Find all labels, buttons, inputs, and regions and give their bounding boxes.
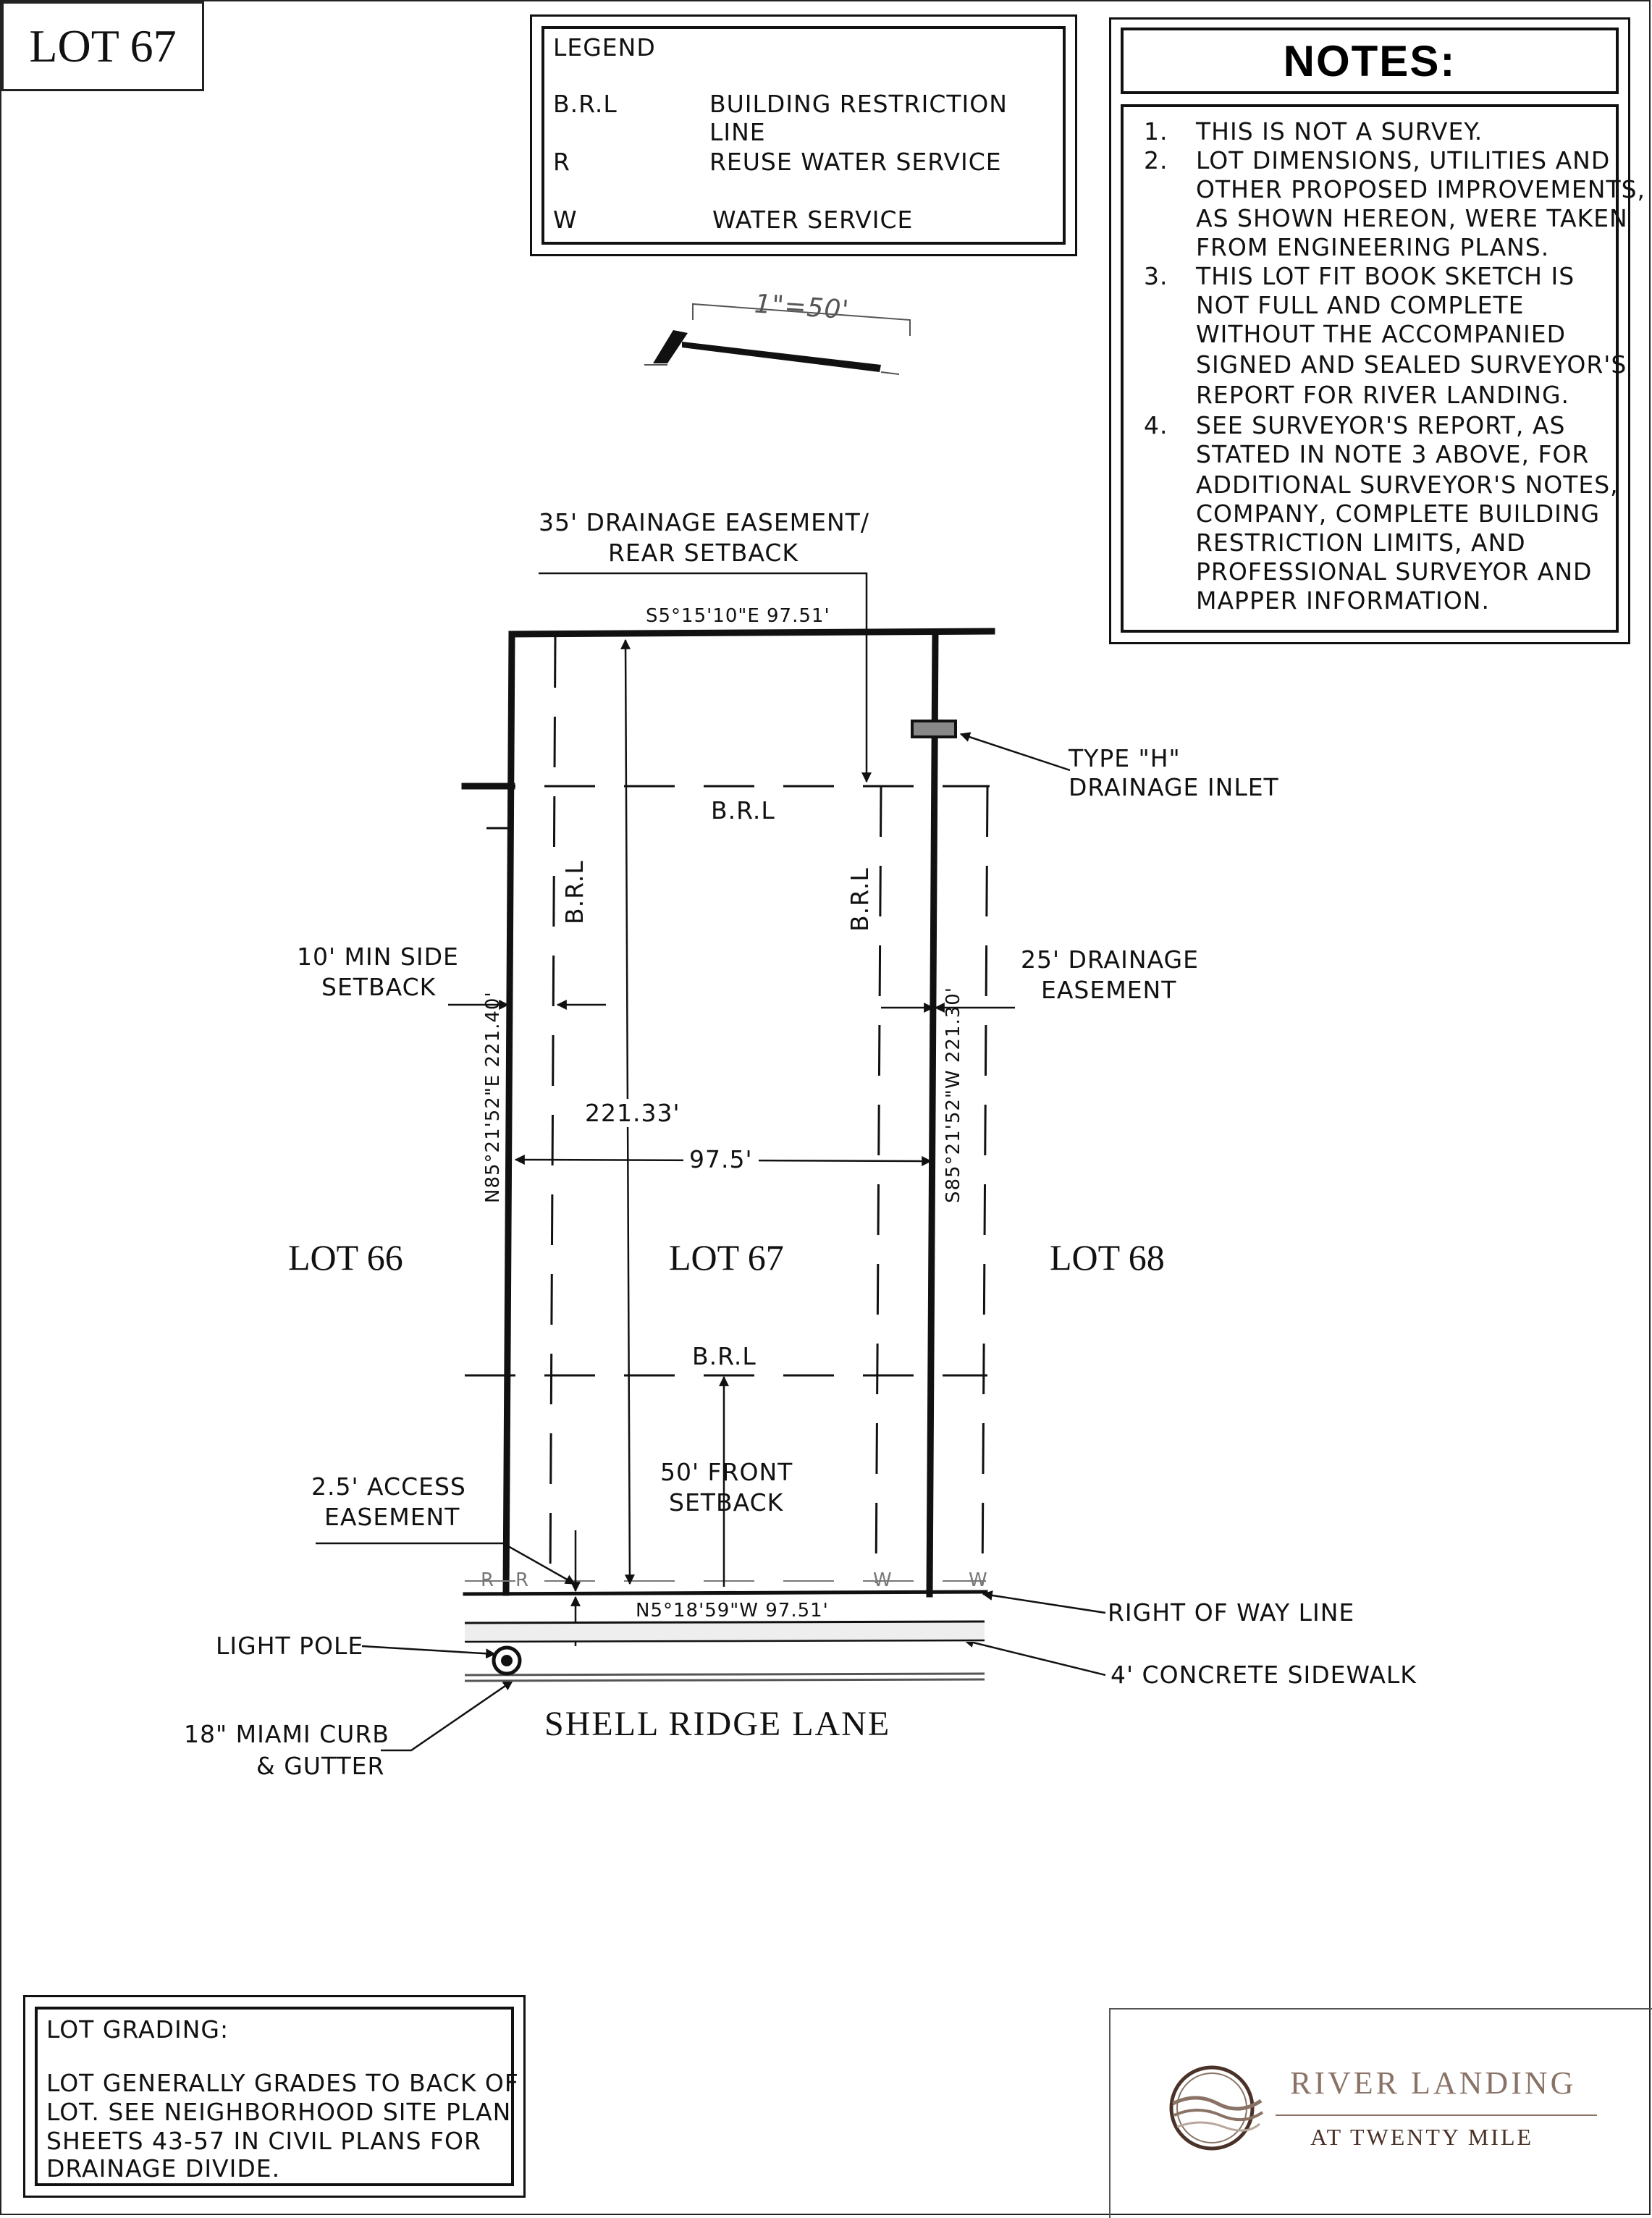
grading-note bbox=[35, 2007, 519, 2186]
curb-label: & GUTTER bbox=[256, 1752, 385, 1780]
drainage-inlet-symbol bbox=[912, 721, 956, 737]
side-setback-label: SETBACK bbox=[321, 973, 437, 1001]
logo-panel bbox=[1109, 2008, 1652, 2218]
note-number: 4. bbox=[1144, 411, 1168, 439]
access-easement-label: EASEMENT bbox=[324, 1503, 460, 1531]
note-line: THIS LOT FIT BOOK SKETCH IS bbox=[1196, 262, 1575, 290]
note-line: LOT DIMENSIONS, UTILITIES AND bbox=[1196, 146, 1611, 174]
lot-boundary bbox=[465, 631, 992, 1594]
logo-tagline: AT TWENTY MILE bbox=[1310, 2124, 1534, 2150]
note-number: 3. bbox=[1144, 262, 1168, 290]
note-line: OTHER PROPOSED IMPROVEMENTS, bbox=[1196, 175, 1646, 203]
notes-title: NOTES: bbox=[1121, 28, 1619, 94]
rear-bearing: S5°15'10"E 97.51' bbox=[646, 605, 830, 627]
legend-desc-w: WATER SERVICE bbox=[712, 206, 914, 234]
utility-r-label: R bbox=[515, 1569, 530, 1591]
logo-name: RIVER LANDING bbox=[1290, 2065, 1577, 2101]
note-line: SIGNED AND SEALED SURVEYOR'S bbox=[1196, 350, 1627, 379]
sidewalk-and-curb bbox=[465, 1622, 985, 1681]
utility-r-label: R bbox=[481, 1569, 495, 1591]
depth-dimension: 221.33' bbox=[585, 1099, 680, 1127]
drainage-easement-label: 25' DRAINAGE bbox=[1021, 945, 1199, 974]
brl-label-front: B.R.L bbox=[692, 1342, 757, 1370]
rear-easement-label: REAR SETBACK bbox=[608, 539, 799, 567]
front-bearing: N5°18'59"W 97.51' bbox=[636, 1600, 829, 1622]
scale-label: 1"=50' bbox=[753, 289, 851, 326]
sheet-title: LOT 67 bbox=[1, 1, 204, 91]
drainage-easement-label: EASEMENT bbox=[1041, 976, 1177, 1004]
lot-67-label: LOT 67 bbox=[669, 1237, 784, 1278]
note-number: 1. bbox=[1144, 117, 1168, 146]
width-dimension: 97.5' bbox=[683, 1145, 759, 1173]
note-line: SEE SURVEYOR'S REPORT, AS bbox=[1196, 411, 1566, 439]
lot-66-label: LOT 66 bbox=[288, 1237, 403, 1278]
street-name: SHELL RIDGE LANE bbox=[544, 1705, 891, 1743]
light-pole-label: LIGHT POLE bbox=[216, 1632, 364, 1660]
brl-label-right: B.R.L bbox=[846, 867, 874, 932]
note-line: STATED IN NOTE 3 ABOVE, FOR bbox=[1196, 440, 1590, 468]
note-line: MAPPER INFORMATION. bbox=[1196, 586, 1490, 615]
note-line: PROFESSIONAL SURVEYOR AND bbox=[1196, 557, 1593, 586]
curb-label: 18" MIAMI CURB bbox=[184, 1720, 389, 1748]
access-easement-label: 2.5' ACCESS bbox=[311, 1472, 466, 1501]
grading-line: LOT GENERALLY GRADES TO BACK OF bbox=[46, 2069, 519, 2097]
sidewalk-label: 4' CONCRETE SIDEWALK bbox=[1111, 1661, 1417, 1689]
note-line: AS SHOWN HEREON, WERE TAKEN bbox=[1196, 204, 1628, 232]
note-number: 2. bbox=[1144, 146, 1168, 174]
grading-line: DRAINAGE DIVIDE. bbox=[46, 2154, 281, 2183]
legend-desc-r: REUSE WATER SERVICE bbox=[709, 148, 1002, 176]
brl-label-left: B.R.L bbox=[560, 860, 589, 924]
inlet-label: TYPE "H" bbox=[1069, 744, 1181, 772]
legend-abbr-r: R bbox=[553, 148, 570, 176]
legend-abbr-w: W bbox=[553, 206, 578, 234]
right-bearing: S85°21'52"W 221.30' bbox=[943, 987, 964, 1203]
legend-desc-brl: BUILDING RESTRICTION LINE bbox=[709, 90, 1008, 146]
lot-plan-linework bbox=[1, 1, 1652, 2217]
note-line: ADDITIONAL SURVEYOR'S NOTES, bbox=[1196, 471, 1619, 499]
brl-lines bbox=[465, 637, 990, 1583]
note-line: COMPANY, COMPLETE BUILDING bbox=[1196, 499, 1601, 528]
grading-line: SHEETS 43-57 IN CIVIL PLANS FOR bbox=[46, 2127, 481, 2155]
left-bearing: N85°21'52"E 221.40' bbox=[482, 991, 504, 1203]
utility-w-label: W bbox=[969, 1569, 988, 1591]
front-setback-label: SETBACK bbox=[669, 1488, 784, 1517]
legend-abbr-brl: B.R.L bbox=[553, 90, 618, 118]
note-line: THIS IS NOT A SURVEY. bbox=[1196, 117, 1483, 146]
utility-w-label: W bbox=[873, 1569, 893, 1591]
note-line: NOT FULL AND COMPLETE bbox=[1196, 291, 1525, 319]
rear-easement-label: 35' DRAINAGE EASEMENT/ bbox=[539, 508, 869, 536]
brl-label-rear: B.R.L bbox=[711, 796, 775, 825]
note-line: RESTRICTION LIMITS, AND bbox=[1196, 528, 1526, 557]
front-setback-label: 50' FRONT bbox=[660, 1458, 793, 1486]
side-setback-label: 10' MIN SIDE bbox=[297, 943, 459, 971]
light-pole-symbol bbox=[494, 1648, 520, 1674]
note-line: FROM ENGINEERING PLANS. bbox=[1196, 233, 1550, 261]
right-of-way-label: RIGHT OF WAY LINE bbox=[1108, 1598, 1355, 1627]
note-line: WITHOUT THE ACCOMPANIED bbox=[1196, 320, 1566, 348]
legend-heading: LEGEND bbox=[553, 33, 656, 62]
grading-line: LOT. SEE NEIGHBORHOOD SITE PLAN bbox=[46, 2098, 512, 2126]
inlet-label: DRAINAGE INLET bbox=[1069, 773, 1279, 801]
note-line: REPORT FOR RIVER LANDING. bbox=[1196, 381, 1570, 409]
lot-68-label: LOT 68 bbox=[1050, 1237, 1165, 1278]
grading-title: LOT GRADING: bbox=[46, 2015, 229, 2044]
